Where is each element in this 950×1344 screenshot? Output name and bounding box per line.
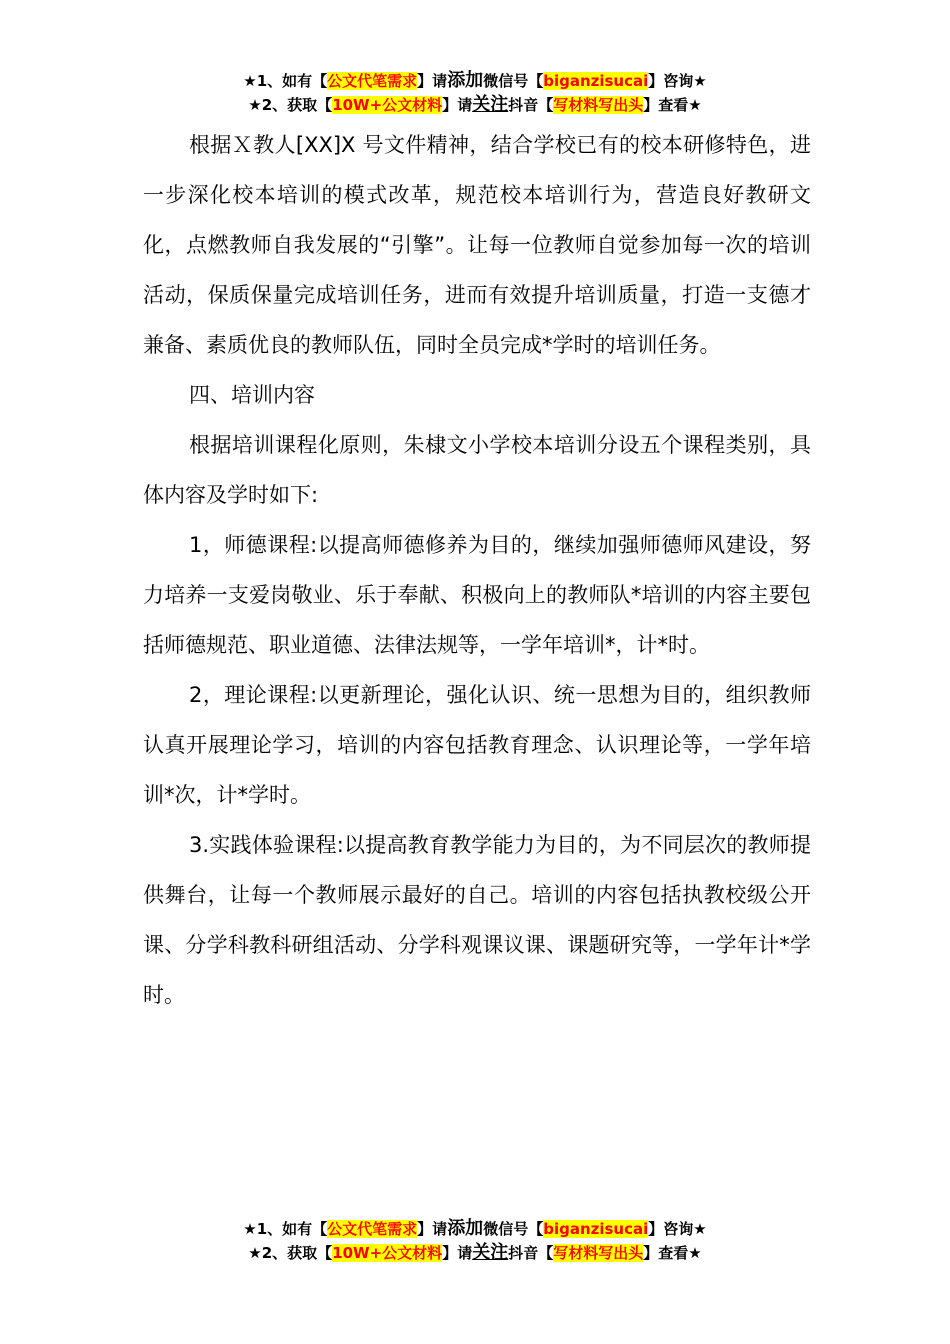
- banner-line-1: [0, 69, 950, 93]
- banner-text: 】请: [417, 72, 448, 90]
- highlight-wechat-id: biganzisucai: [543, 1220, 649, 1238]
- banner-text: ★2、获取【: [248, 1244, 333, 1262]
- highlight-wechat-id: biganzisucai: [543, 72, 649, 90]
- highlight-service: 公文代笔需求: [327, 72, 418, 90]
- banner-emphasis: 关注: [472, 94, 509, 115]
- banner-text: 抖音【: [508, 1244, 554, 1262]
- highlight-douyin-id: 写材料写出头: [553, 96, 644, 114]
- banner-emphasis: 添加: [447, 70, 484, 91]
- banner-text: 】查看★: [643, 1244, 702, 1262]
- banner-text: 】请: [442, 1244, 473, 1262]
- paragraph-course-categories: 根据培训课程化原则，朱棣文小学校本培训分设五个课程类别，具体内容及学时如下:: [143, 433, 811, 507]
- banner-line-2: [0, 93, 950, 117]
- banner-text: 】请: [442, 96, 473, 114]
- document-body: [143, 120, 811, 1020]
- section-heading: 四、培训内容: [189, 383, 315, 407]
- banner-emphasis: 关注: [472, 1242, 509, 1263]
- highlight-douyin-id: 写材料写出头: [553, 1244, 644, 1262]
- banner-text: 】咨询★: [648, 72, 707, 90]
- banner-emphasis: 添加: [447, 1218, 484, 1239]
- header-banner: [0, 69, 950, 117]
- banner-text: ★1、如有【: [243, 1220, 328, 1238]
- banner-text: 】请: [417, 1220, 448, 1238]
- banner-text: ★1、如有【: [243, 72, 328, 90]
- banner-text: 】查看★: [643, 96, 702, 114]
- paragraph-ethics-course: 1，师德课程:以提高师德修养为目的，继续加强师德师风建设，努力培养一支爱岗敬业、乐于奉献、积极向上的教师队*培训的内容主要包括师德规范、职业道德、法律法规等，一学年培训*，计*时。: [143, 533, 811, 657]
- paragraph-practice-course: 3.实践体验课程:以提高教育教学能力为目的，为不同层次的教师提供舞台，让每一个教师展示最好的自己。培训的内容包括执教校级公开课、分学科教科研组活动、分学科观课议课、课题研究等，一学年计*学时。: [143, 833, 811, 1007]
- banner-text: 微信号【: [483, 72, 544, 90]
- highlight-service: 公文代笔需求: [327, 1220, 418, 1238]
- banner-text: 】咨询★: [648, 1220, 707, 1238]
- banner-line-2: [0, 1241, 950, 1265]
- highlight-materials: 10W+公文材料: [332, 1244, 443, 1262]
- banner-text: 抖音【: [508, 96, 554, 114]
- paragraph-intro: 根据Ｘ教人[XX]X 号文件精神，结合学校已有的校本研修特色，进一步深化校本培训的模式改革，规范校本培训行为，营造良好教研文化，点燃教师自我发展的“引擎”。让每一位教师自觉参加每一次的培训活动，保质保量完成培训任务，进而有效提升培训质量，打造一支德才兼备、素质优良的教师队伍，同时全员完成*学时的培训任务。: [143, 133, 811, 357]
- banner-text: ★2、获取【: [248, 96, 333, 114]
- paragraph-theory-course: 2，理论课程:以更新理论，强化认识、统一思想为目的，组织教师认真开展理论学习，培训的内容包括教育理念、认识理论等，一学年培训*次，计*学时。: [143, 683, 811, 807]
- footer-banner: [0, 1217, 950, 1265]
- banner-line-1: [0, 1217, 950, 1241]
- highlight-materials: 10W+公文材料: [332, 96, 443, 114]
- banner-text: 微信号【: [483, 1220, 544, 1238]
